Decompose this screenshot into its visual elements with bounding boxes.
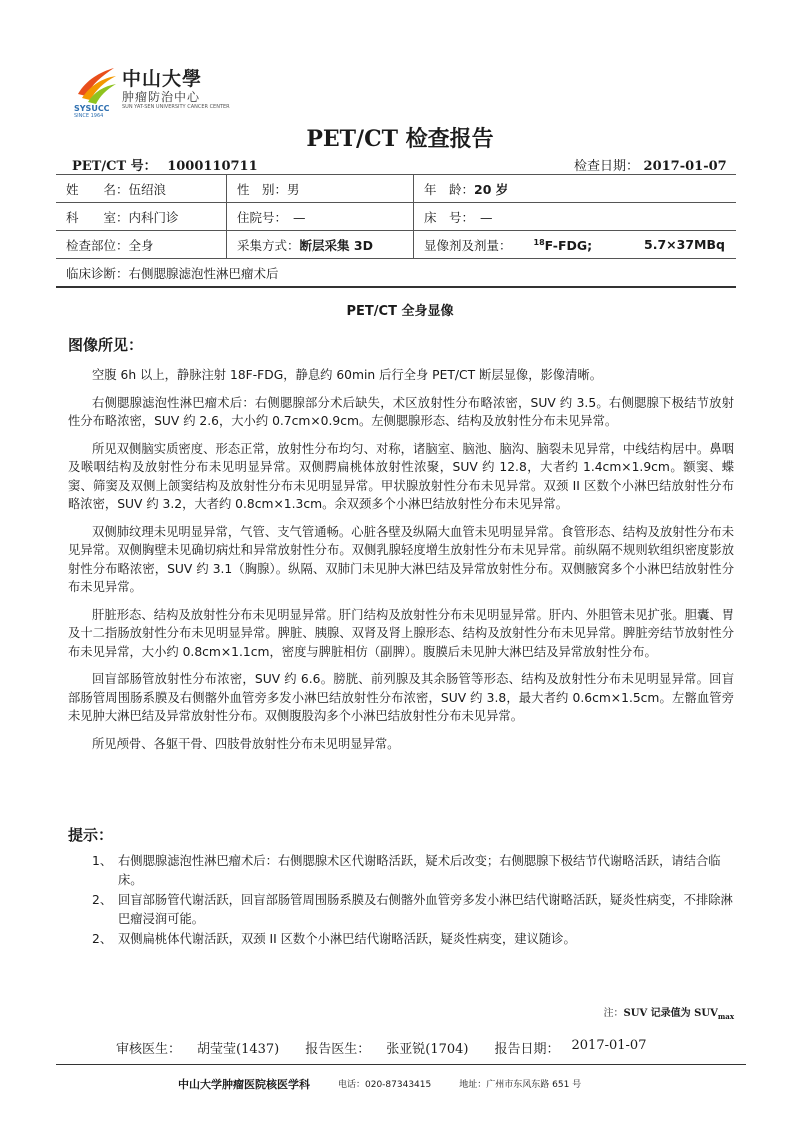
tracer-label: 显像剂及剂量： [424,237,512,253]
tips-heading: 提示： [68,826,114,844]
suv-note-text: SUV 记录值为 SUV [623,1008,718,1019]
tip-text: 双侧扁桃体代谢活跃，双颈 II 区数个小淋巴结代谢略活跃，疑炎性病变，建议随诊。 [118,932,576,946]
dose-cell [644,231,736,259]
sysucc-logo-icon [72,60,118,106]
sex-label: 性 别： [237,181,288,197]
diagnosis-value: 右侧腮腺滤泡性淋巴瘤术后 [128,265,279,281]
suv-note-sub: max [717,1012,734,1021]
patient-info-row [56,259,736,288]
suv-note-prefix: 注： [603,1008,624,1019]
logo-name-en: SUN YAT-SEN UNIVERSITY CANCER CENTER [122,104,230,110]
findings-paragraph: 肝脏形态、结构及放射性分布未见明显异常。肝门结构及放射性分布未见明显异常。肝内、外胆管未见扩张。胆囊、胃及十二指肠放射性分布未见明显异常。脾脏、胰腺、双肾及肾上腺形态、结构及放射性分布未见异常。脾脏旁结节放射性分布未见异常，大小约 0.8cm×1.1cm，密度与脾脏相仿（副脾）。腹膜后未见肿大淋巴结及异常放射性分布。 [68,607,734,659]
name-cell [56,175,227,203]
tip-item [92,930,738,949]
logo-name-cn: 中山大學 [122,68,203,90]
findings-paragraph: 双侧肺纹理未见明显异常，气管、支气管通畅。心脏各壁及纵隔大血管未见明显异常。食管形态、结构及放射性分布未见异常。双侧胸壁未见确切病灶和异常放射性分布。双侧乳腺轻度增生放射性分布未见异常。前纵隔不规则软组织密度影放射性分布略浓密，SUV 约 3.1（胸腺）。纵隔、双肺门未见肿大淋巴结及异常放射性分布。双侧腋窝多个小淋巴结放射性分布未见异常。 [68,524,734,594]
sex-value: 男 [287,181,300,197]
report-date-value: 2017-01-07 [571,1038,647,1053]
patient-info-row [56,231,736,259]
footer-phone: 电话：020-87343415 [338,1080,432,1090]
diagnosis-cell [56,259,736,288]
hospital-logo [72,60,232,120]
tip-number: 2、 [92,893,113,907]
reviewer-label: 审核医生： [116,1042,182,1057]
name-label: 姓 名： [66,181,129,197]
findings-paragraph: 空腹 6h 以上，静脉注射 18F-FDG，静息约 60min 后行全身 PET/CT 断层显像，影像清晰。 [92,368,602,382]
reporter-value: 张亚锐(1704) [386,1042,469,1057]
dose-value: 5.7×37MBq [644,237,725,252]
exam-date-value: 2017-01-07 [643,159,727,174]
reviewer-value: 胡莹莹(1437) [197,1042,280,1057]
admission-label: 住院号： [237,209,288,225]
method-label: 采集方式： [237,237,300,253]
tracer-cell [414,231,645,259]
tip-item [92,891,738,928]
tip-item [92,852,738,889]
tip-number: 1、 [92,854,113,868]
tracer-isotope-sup: 18 [533,237,545,247]
age-cell [414,175,737,203]
tracer-value: F-FDG; [544,237,593,253]
tip-text: 右侧腮腺滤泡性淋巴瘤术后：右侧腮腺术区代谢略活跃，疑术后改变；右侧腮腺下极结节代谢略活跃，请结合临床。 [118,854,721,887]
signature-line [116,1038,696,1057]
findings-body [68,366,734,762]
tip-number: 2、 [92,932,113,946]
method-cell [227,231,414,259]
logo-since: SINCE 1964 [74,113,104,119]
footer [178,1076,581,1092]
petct-number-value: 1000110711 [167,159,258,174]
petct-number-label: PET/CT 号： [72,159,157,174]
reporter-label: 报告医生： [305,1042,371,1057]
footer-org: 中山大学肿瘤医院核医学科 [178,1078,310,1091]
age-value: 20 岁 [474,181,509,197]
bed-cell [414,203,737,231]
dept-value: 内科门诊 [128,209,179,225]
patient-info-row [56,175,736,203]
findings-paragraph: 所见双侧脑实质密度、形态正常，放射性分布均匀、对称，诸脑室、脑池、脑沟、脑裂未见异常，中线结构居中。鼻咽及喉咽结构及放射性分布未见明显异常。双侧腭扁桃体放射性浓聚，SUV 约 12.8，大者约 1.4cm×1.9cm。额窦、蝶窦、筛窦及双侧上颌窦结构及放射性分布未见明显异常。甲状腺放射性分布未见异常。双颈 II 区数个小淋巴结放射性分布略浓密，SUV 约 3.2，大者约 0.8cm×1.3cm。余双颈多个小淋巴结放射性分布未见异常。 [68,441,734,511]
footer-divider [56,1064,746,1065]
name-value: 伍绍浪 [128,181,167,197]
tips-list [92,852,738,951]
section-title: PET/CT 全身显像 [346,304,454,319]
petct-number [72,155,258,174]
age-label: 年 龄： [424,181,475,197]
site-label: 检查部位： [66,237,129,253]
logo-sub-cn: 肿瘤防治中心 [122,90,201,104]
patient-info-table [56,174,736,288]
dept-label: 科 室： [66,209,129,225]
logo-abbr: SYSUCC [74,104,110,113]
report-title: PET/CT 检查报告 [306,126,494,152]
tip-text: 回盲部肠管代谢活跃，回盲部肠管周围肠系膜及右侧髂外血管旁多发小淋巴结代谢略活跃，疑炎性病变，不排除淋巴瘤浸润可能。 [118,893,733,926]
dept-cell [56,203,227,231]
findings-paragraph: 所见颅骨、各躯干骨、四肢骨放射性分布未见明显异常。 [92,736,400,751]
admission-cell [227,203,414,231]
patient-info-row [56,203,736,231]
findings-paragraph: 回盲部肠管放射性分布浓密，SUV 约 6.6。膀胱、前列腺及其余肠管等形态、结构及放射性分布未见明显异常。回盲部肠管周围肠系膜及右侧髂外血管旁多发小淋巴结放射性分布浓密，SUV 约 3.8，最大者约 0.6cm×1.5cm。左髂血管旁未见肿大淋巴结及异常放射性分布。双侧腹股沟多个小淋巴结放射性分布未见异常。 [68,672,734,723]
sex-cell [227,175,414,203]
exam-date-label: 检查日期： [574,159,640,174]
suv-note [604,1004,735,1021]
tracer-value-wrap [534,238,593,253]
site-cell [56,231,227,259]
findings-paragraph: 右侧腮腺滤泡性淋巴瘤术后：右侧腮腺部分术后缺失，术区放射性分布略浓密，SUV 约 3.5。右侧腮腺下极结节放射性分布略浓密，SUV 约 2.6，大小约 0.7cm×0.9cm。左侧腮腺形态、结构及放射性分布未见异常。 [68,395,734,428]
bed-label: 床 号： [424,209,475,225]
site-value: 全身 [128,237,154,253]
exam-date [574,155,727,174]
diagnosis-label: 临床诊断： [66,265,129,281]
admission-value: — [293,209,306,225]
footer-address: 地址：广州市东风东路 651 号 [459,1080,582,1090]
bed-value: — [480,209,493,225]
findings-heading: 图像所见： [68,336,144,354]
method-value: 断层采集 3D [299,237,373,253]
report-date-label: 报告日期： [494,1042,560,1057]
